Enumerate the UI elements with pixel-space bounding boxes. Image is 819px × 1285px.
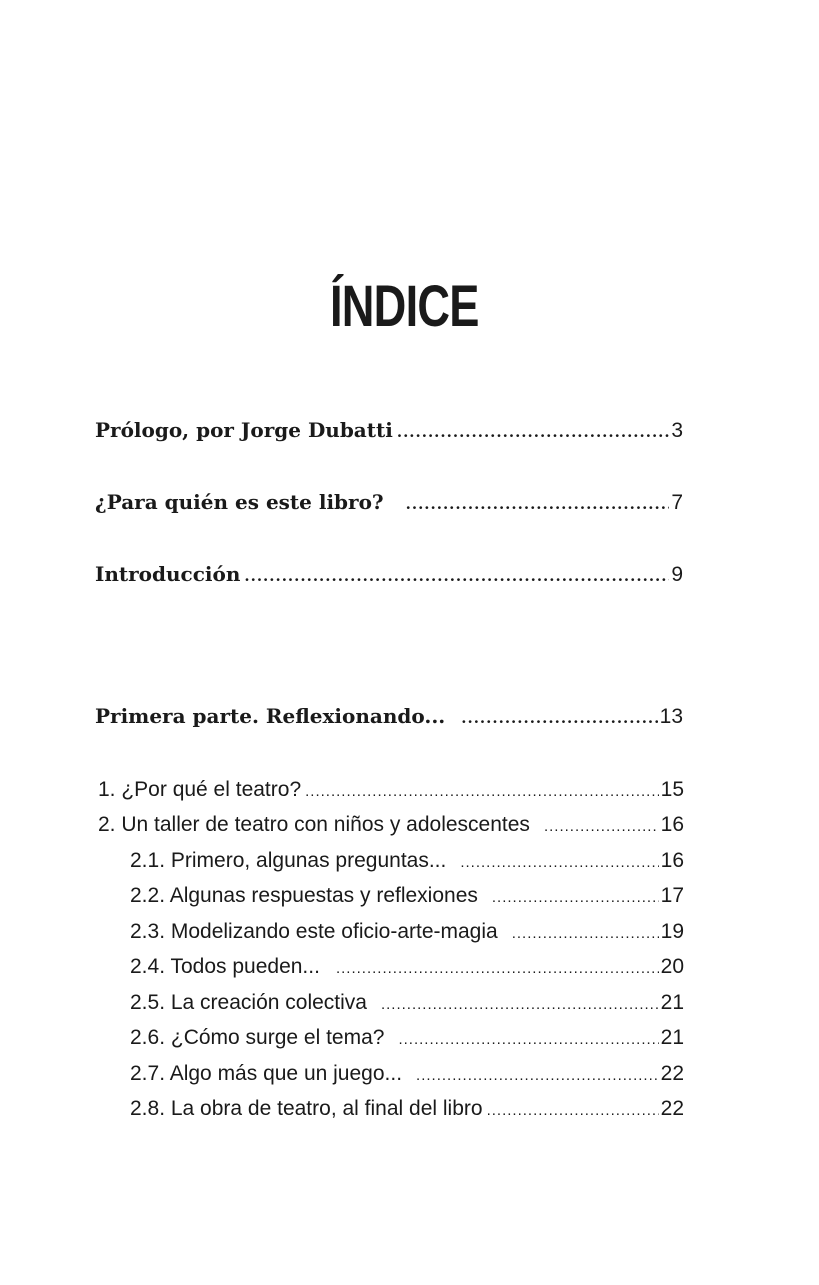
toc-entry-label: 2.2. Algunas respuestas y reflexiones	[130, 884, 478, 907]
toc-entry-chapter-1	[98, 778, 684, 802]
dot-leader	[305, 783, 659, 800]
toc-entry-label: 1. ¿Por qué el teatro?	[98, 778, 302, 801]
toc-entry-label: Introducción	[95, 562, 241, 586]
dot-leader	[244, 567, 669, 585]
toc-entry-label: 2.4. Todos pueden...	[130, 955, 320, 978]
toc-page-number: 21	[660, 991, 684, 1014]
dot-leader	[398, 1031, 658, 1048]
toc-page-number: 20	[660, 955, 684, 978]
toc-entry-section-2-7	[130, 1062, 684, 1086]
toc-page-number: 7	[671, 491, 683, 514]
toc-entry-label: Prólogo, por Jorge Dubatti	[95, 418, 393, 442]
dot-leader	[492, 889, 659, 906]
dot-leader	[416, 1067, 659, 1084]
toc-entry-section-2-3	[130, 920, 684, 944]
toc-entry-introduccion	[95, 562, 683, 587]
dot-leader	[487, 1102, 659, 1119]
toc-entry-label: 2.1. Primero, algunas preguntas...	[130, 849, 447, 872]
toc-page-number: 21	[660, 1026, 684, 1049]
toc-page-number: 19	[660, 920, 684, 943]
toc-entry-section-2-8	[130, 1097, 684, 1121]
toc-entry-chapter-2	[98, 813, 684, 837]
toc-entry-para-quien	[95, 490, 683, 515]
toc-entry-prologo	[95, 418, 683, 443]
page-title: ÍNDICE	[329, 274, 479, 339]
toc-entry-primera-parte	[95, 704, 683, 729]
toc-page-number: 3	[671, 419, 683, 442]
toc-entry-label: ¿Para quién es este libro?	[95, 490, 384, 514]
dot-leader	[460, 854, 658, 871]
toc-entry-label: 2. Un taller de teatro con niños y adolescentes	[98, 813, 530, 836]
toc-entry-label: 2.8. La obra de teatro, al final del libro	[130, 1097, 483, 1120]
toc-page-number: 13	[659, 705, 683, 728]
dot-leader	[336, 960, 659, 977]
toc-page-number: 16	[660, 813, 684, 836]
toc-entry-label: 2.3. Modelizando este oficio-arte-magia	[130, 920, 498, 943]
toc-page-number: 15	[660, 778, 684, 801]
toc-entry-label: Primera parte. Reflexionando...	[95, 704, 446, 728]
toc-entry-section-2-4	[130, 955, 684, 979]
toc-page-number: 22	[660, 1097, 684, 1120]
toc-entry-label: 2.7. Algo más que un juego...	[130, 1062, 403, 1085]
toc-entry-label: 2.6. ¿Cómo surge el tema?	[130, 1026, 385, 1049]
toc-entry-section-2-6	[130, 1026, 684, 1050]
dot-leader	[512, 925, 659, 942]
dot-leader	[544, 818, 659, 835]
toc-page-number: 16	[660, 849, 684, 872]
toc-entry-label: 2.5. La creación colectiva	[130, 991, 367, 1014]
dot-leader	[397, 423, 669, 441]
toc-entry-section-2-2	[130, 884, 684, 908]
toc-page-number: 17	[660, 884, 684, 907]
toc-page-number: 22	[660, 1062, 684, 1085]
dot-leader	[461, 709, 657, 727]
dot-leader	[406, 495, 670, 513]
toc-entry-section-2-5	[130, 991, 684, 1015]
dot-leader	[381, 996, 659, 1013]
toc-page-number: 9	[671, 563, 683, 586]
toc-entry-section-2-1	[130, 849, 684, 873]
